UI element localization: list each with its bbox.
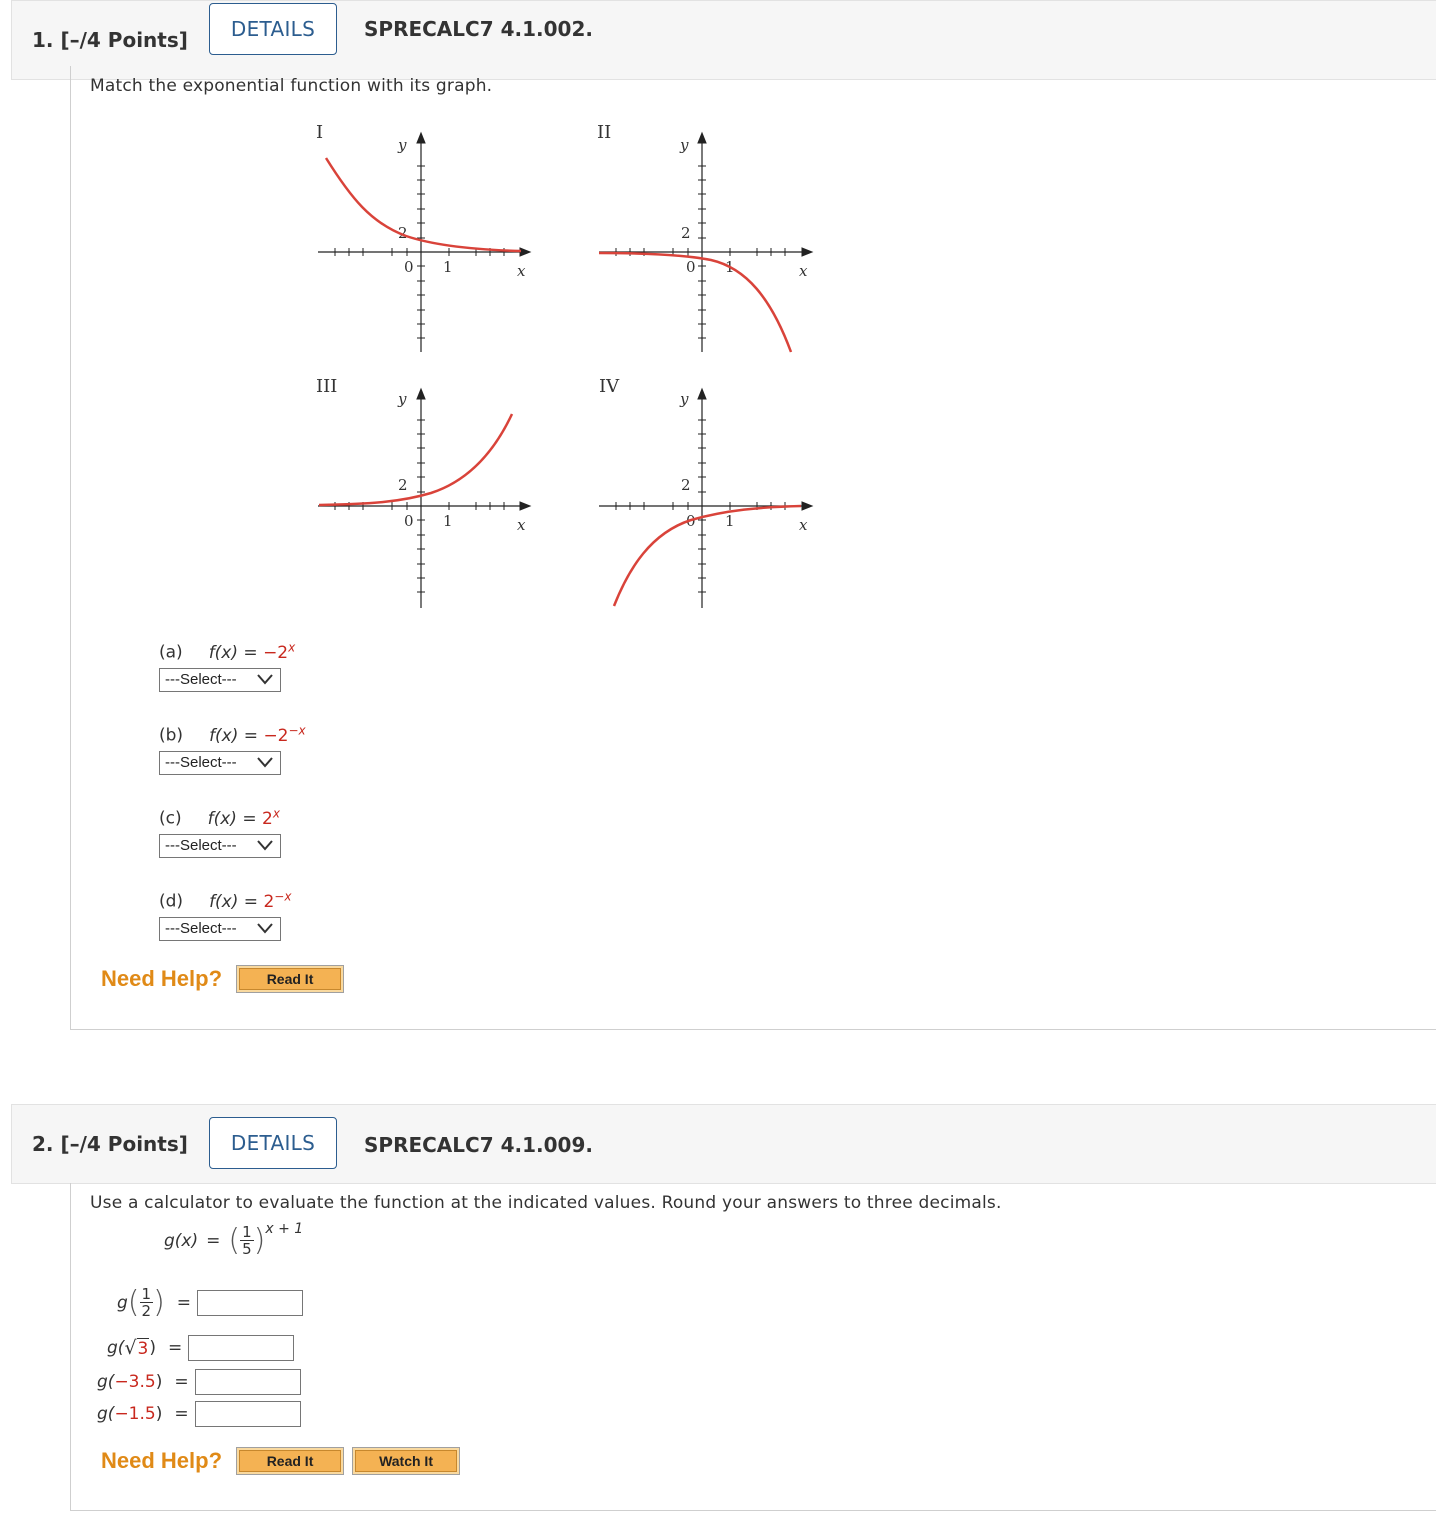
- part-b: [159, 723, 306, 775]
- function-name: g: [117, 1292, 128, 1313]
- answer-row-g-neg3-5: [97, 1369, 301, 1395]
- need-help-row: [101, 1447, 460, 1475]
- tick-label-1: 1: [725, 258, 735, 276]
- select-value: ---Select---: [165, 671, 237, 689]
- equals-sign: =: [174, 1372, 189, 1392]
- equals-sign: =: [206, 1230, 221, 1251]
- part-d: [159, 889, 291, 941]
- equals-sign: =: [243, 642, 258, 663]
- equals-sign: =: [243, 725, 259, 746]
- tick-label-0: 0: [404, 512, 414, 530]
- equals-sign: =: [176, 1292, 192, 1313]
- part-label-row: [159, 806, 281, 829]
- function-name: f(x): [207, 808, 237, 829]
- question-2-header: [11, 1104, 1436, 1184]
- y-axis-label: y: [680, 390, 689, 408]
- function-name: f(x): [209, 891, 239, 912]
- equals-sign: =: [243, 891, 259, 912]
- tick-label-2: 2: [681, 224, 691, 242]
- chevron-down-icon: [256, 838, 274, 852]
- function-name: g(: [107, 1338, 125, 1358]
- chevron-down-icon: [256, 755, 274, 769]
- chevron-down-icon: [256, 672, 274, 686]
- part-letter: (b): [159, 725, 184, 746]
- graph-curve: [319, 414, 512, 505]
- function-base: −2: [263, 725, 289, 746]
- graphs-figure: [231, 118, 808, 618]
- tick-label-1: 1: [443, 258, 453, 276]
- equals-sign: =: [242, 808, 257, 829]
- x-axis-label: x: [799, 516, 808, 534]
- graph-curve: [614, 506, 801, 606]
- equals-sign: =: [174, 1404, 189, 1424]
- x-axis-label: x: [517, 262, 526, 280]
- part-letter: (d): [159, 891, 184, 912]
- sqrt-icon: √: [124, 1337, 137, 1359]
- fraction-numerator: 1: [141, 1285, 152, 1303]
- function-exponent: x: [288, 640, 296, 654]
- tick-label-2: 2: [398, 224, 408, 242]
- y-axis-label: y: [398, 390, 407, 408]
- need-help-label: Need Help?: [101, 1448, 223, 1473]
- y-axis-label: y: [398, 136, 407, 154]
- tick-label-2: 2: [398, 476, 408, 494]
- left-paren: (: [228, 1223, 241, 1258]
- close-paren: ): [155, 1404, 163, 1424]
- question-prompt: Match the exponential function with its graph.: [90, 76, 493, 96]
- need-help-label: Need Help?: [101, 966, 223, 991]
- fraction-denominator: 5: [242, 1240, 252, 1258]
- graph-select-c[interactable]: [159, 834, 281, 858]
- function-exponent: x + 1: [265, 1221, 304, 1237]
- answer-row-g-sqrt3: [107, 1335, 294, 1361]
- graph-select-a[interactable]: [159, 668, 281, 692]
- right-paren: ): [153, 1285, 165, 1320]
- part-a: [159, 640, 295, 692]
- graph-IV: [599, 376, 811, 608]
- right-paren: ): [253, 1223, 266, 1258]
- function-base: 2: [263, 891, 275, 912]
- argument: 3: [137, 1338, 149, 1359]
- graph-curve: [326, 158, 521, 251]
- part-label-row: [159, 640, 295, 663]
- part-letter: (a): [159, 642, 183, 663]
- function-name: f(x): [208, 642, 238, 663]
- question-2-number: 2. [–/4 Points]: [32, 1132, 188, 1156]
- tick-label-2: 2: [681, 476, 691, 494]
- function-name: g(: [97, 1404, 115, 1424]
- question-prompt: Use a calculator to evaluate the function at the indicated values. Round your answers to three decimals.: [90, 1193, 1002, 1213]
- function-exponent: x: [272, 806, 280, 820]
- close-paren: ): [149, 1338, 157, 1358]
- answer-input-4[interactable]: [195, 1401, 301, 1427]
- function-definition: [164, 1223, 303, 1258]
- tick-label-1: 1: [725, 512, 735, 530]
- graph-select-d[interactable]: [159, 917, 281, 941]
- argument: −1.5: [114, 1404, 156, 1424]
- details-button[interactable]: DETAILS: [209, 3, 337, 55]
- question-code: SPRECALC7 4.1.002.: [364, 17, 593, 41]
- graph-II: [597, 122, 811, 352]
- tick-label-0: 0: [404, 258, 414, 276]
- graph-numeral: IV: [599, 376, 620, 397]
- part-c: [159, 806, 281, 858]
- graph-III: [316, 376, 529, 608]
- answer-input-1[interactable]: [197, 1290, 303, 1316]
- question-2-body: [70, 1183, 1436, 1511]
- argument: −3.5: [114, 1372, 156, 1392]
- function-exponent: −x: [288, 723, 306, 737]
- function-base: −2: [263, 642, 289, 663]
- fraction: [140, 1286, 154, 1319]
- part-label-row: [159, 723, 306, 746]
- question-1-number: 1. [–/4 Points]: [32, 28, 188, 52]
- select-value: ---Select---: [165, 837, 237, 855]
- tick-label-0: 0: [686, 512, 696, 530]
- fraction-denominator: 2: [141, 1302, 152, 1320]
- x-axis-label: x: [517, 516, 526, 534]
- close-paren: ): [155, 1372, 163, 1392]
- left-paren: (: [127, 1285, 140, 1320]
- function-base: 2: [262, 808, 273, 829]
- part-letter: (c): [159, 808, 182, 829]
- part-label-row: [159, 889, 291, 912]
- read-it-button[interactable]: Read It: [236, 965, 344, 993]
- x-axis-label: x: [799, 262, 808, 280]
- graph-select-b[interactable]: [159, 751, 281, 775]
- select-value: ---Select---: [165, 754, 237, 772]
- graph-numeral: III: [316, 376, 338, 397]
- fraction: [240, 1224, 254, 1257]
- answer-input-3[interactable]: [195, 1369, 301, 1395]
- function-exponent: −x: [274, 889, 292, 903]
- tick-label-1: 1: [443, 512, 453, 530]
- details-button[interactable]: DETAILS: [209, 1117, 337, 1169]
- function-name: g(: [97, 1372, 115, 1392]
- tick-label-0: 0: [686, 258, 696, 276]
- graph-numeral: I: [316, 122, 324, 143]
- chevron-down-icon: [256, 921, 274, 935]
- fraction-numerator: 1: [242, 1223, 252, 1241]
- graph-I: [316, 122, 529, 352]
- y-axis-label: y: [680, 136, 689, 154]
- question-1-body: [70, 66, 1436, 1030]
- question-code: SPRECALC7 4.1.009.: [364, 1133, 593, 1157]
- select-value: ---Select---: [165, 920, 237, 938]
- answer-row-g-half: [117, 1285, 303, 1320]
- equals-sign: =: [168, 1338, 183, 1358]
- answer-input-2[interactable]: [188, 1335, 294, 1361]
- graph-numeral: II: [597, 122, 612, 143]
- function-lhs: g(x): [164, 1230, 199, 1251]
- answer-row-g-neg1-5: [97, 1401, 301, 1427]
- read-it-button[interactable]: Read It: [236, 1447, 344, 1475]
- watch-it-button[interactable]: Watch It: [352, 1447, 460, 1475]
- need-help-row: [101, 965, 344, 993]
- function-name: f(x): [209, 725, 239, 746]
